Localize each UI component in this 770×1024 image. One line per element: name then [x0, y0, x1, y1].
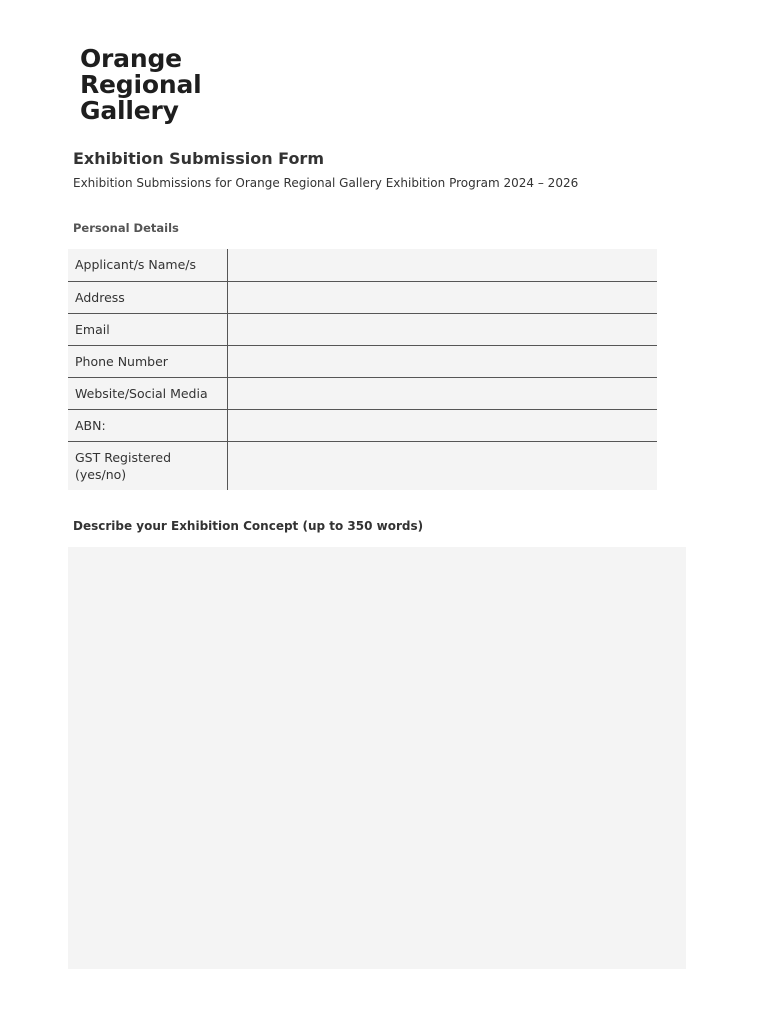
row-abn [68, 409, 657, 441]
gst-field[interactable] [228, 442, 657, 490]
applicant-name-label: Applicant/s Name/s [68, 249, 228, 281]
address-field[interactable] [228, 282, 657, 313]
form-title: Exhibition Submission Form [73, 149, 324, 168]
concept-textarea[interactable] [68, 547, 686, 969]
phone-field[interactable] [228, 346, 657, 377]
personal-details-table [68, 249, 657, 490]
email-field[interactable] [228, 314, 657, 345]
logo-line-regional: Regional [80, 70, 202, 99]
abn-label: ABN: [68, 410, 228, 441]
row-website [68, 377, 657, 409]
applicant-name-field[interactable] [228, 249, 657, 281]
logo-line-orange: Orange [80, 44, 182, 73]
row-email [68, 313, 657, 345]
email-label: Email [68, 314, 228, 345]
abn-field[interactable] [228, 410, 657, 441]
gallery-logo [80, 46, 201, 124]
logo-line-gallery: Gallery [80, 96, 179, 125]
form-subtitle: Exhibition Submissions for Orange Regional Gallery Exhibition Program 2024 – 2026 [73, 176, 579, 190]
concept-label: Describe your Exhibition Concept (up to 350 words) [73, 519, 424, 533]
address-label: Address [68, 282, 228, 313]
phone-label: Phone Number [68, 346, 228, 377]
website-label: Website/Social Media [68, 378, 228, 409]
row-gst [68, 441, 657, 490]
website-field[interactable] [228, 378, 657, 409]
personal-details-heading: Personal Details [73, 221, 179, 235]
row-applicant-name [68, 249, 657, 281]
row-phone [68, 345, 657, 377]
row-address [68, 281, 657, 313]
gst-label: GST Registered (yes/no) [68, 442, 228, 490]
